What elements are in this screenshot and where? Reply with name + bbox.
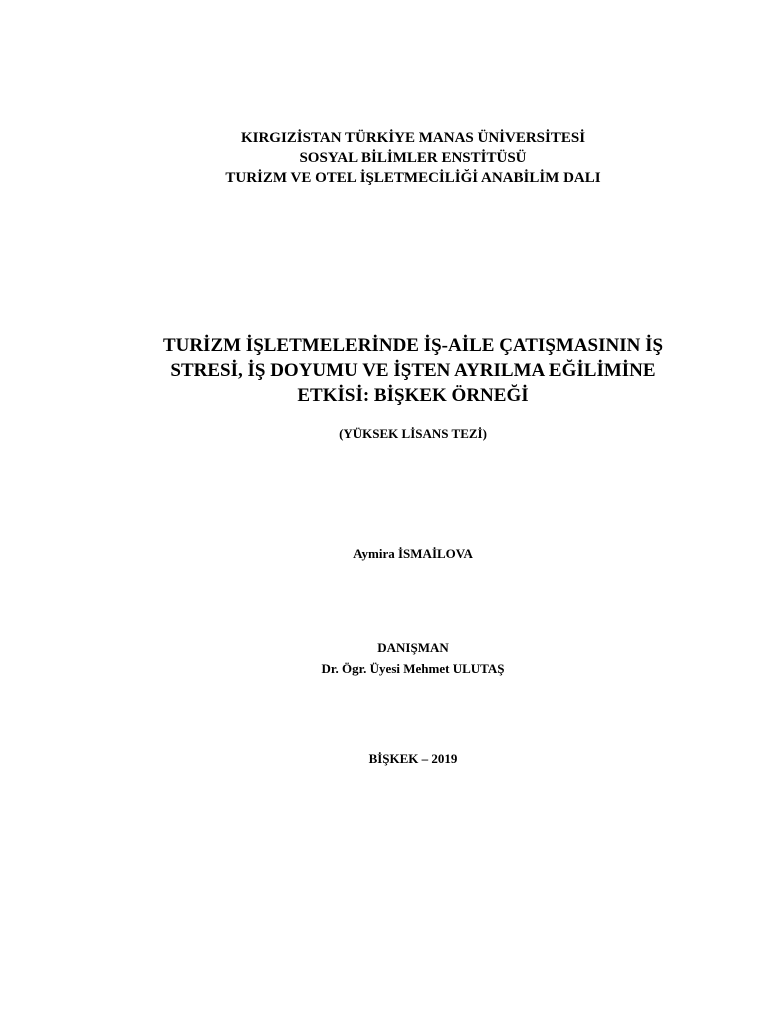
university-name: KIRGIZİSTAN TÜRKİYE MANAS ÜNİVERSİTESİ xyxy=(240,130,586,146)
degree-type: (YÜKSEK LİSANS TEZİ) xyxy=(339,426,487,441)
place-year: BİŞKEK – 2019 xyxy=(368,751,458,766)
institution-header xyxy=(60,128,766,188)
thesis-title xyxy=(60,333,766,408)
thesis-title-line-1: TURİZM İŞLETMELERİNDE İŞ-AİLE ÇATIŞMASININ İŞ xyxy=(162,335,664,356)
department-name: TURİZM VE OTEL İŞLETMECİLİĞİ ANABİLİM DALI xyxy=(225,170,601,186)
thesis-title-line-3: ETKİSİ: BİŞKEK ÖRNEĞİ xyxy=(297,385,529,406)
advisor-label: DANIŞMAN xyxy=(377,640,449,655)
author-name: Aymira İSMAİLOVA xyxy=(353,546,473,561)
thesis-title-line-2: STRESİ, İŞ DOYUMU VE İŞTEN AYRILMA EĞİLİMİNE xyxy=(170,360,656,381)
institute-name: SOSYAL BİLİMLER ENSTİTÜSÜ xyxy=(299,150,527,166)
advisor-name: Dr. Ögr. Üyesi Mehmet ULUTAŞ xyxy=(321,661,505,676)
advisor-block xyxy=(60,637,766,679)
